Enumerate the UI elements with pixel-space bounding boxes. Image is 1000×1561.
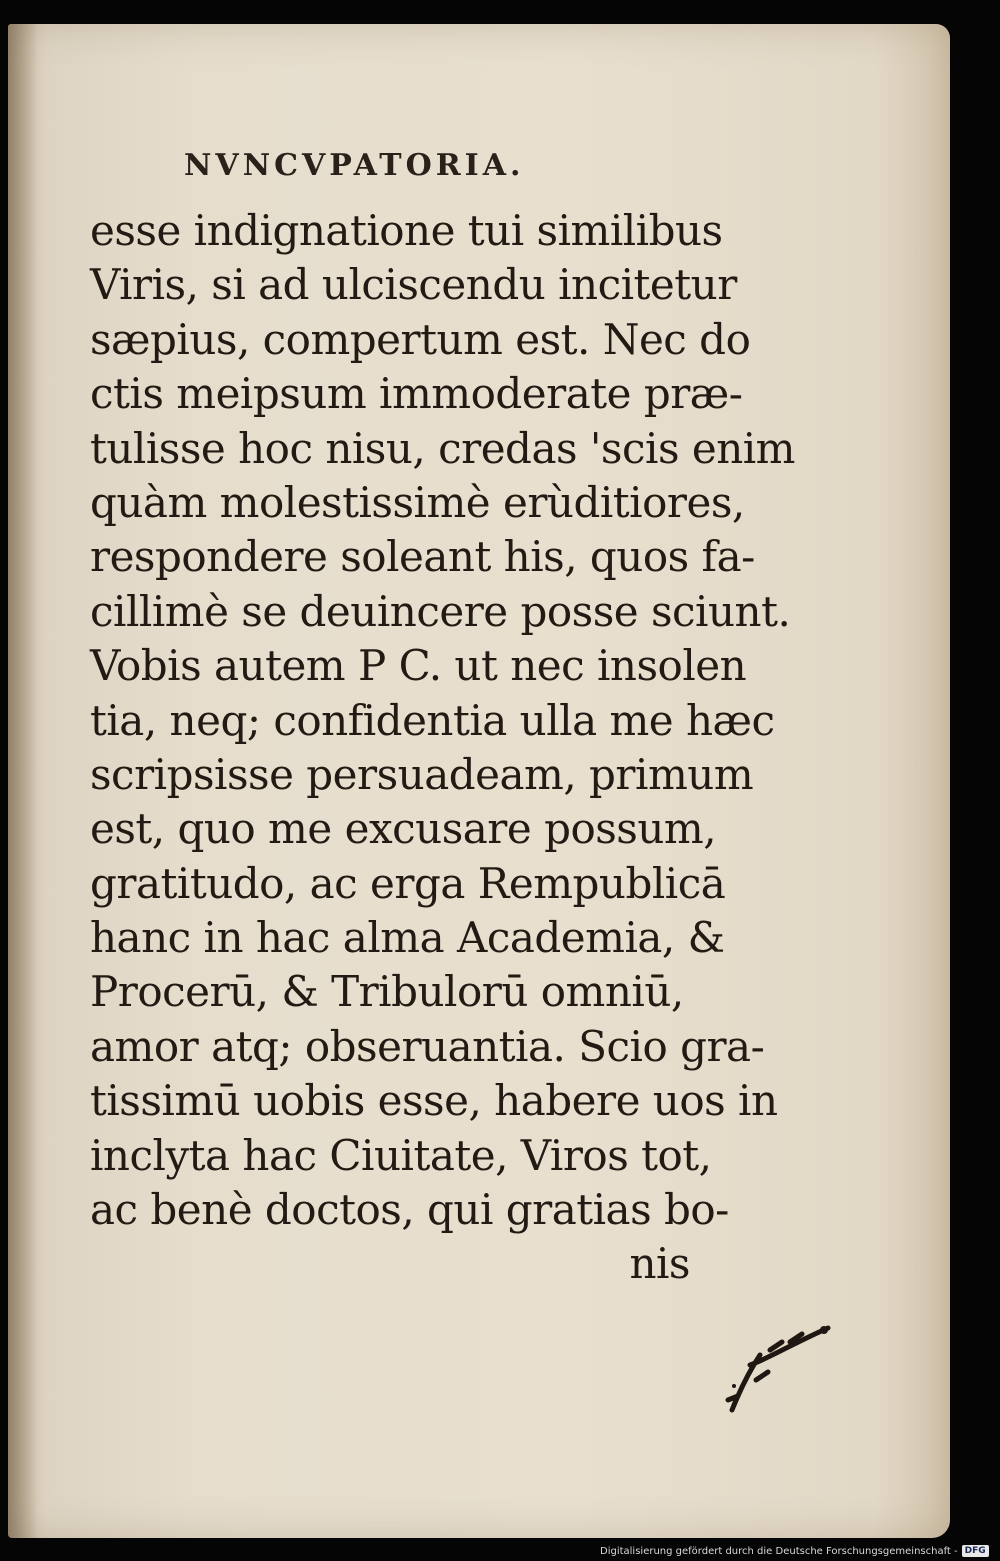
text-line: tissimū uobis esse, habere uos in — [90, 1076, 778, 1126]
gutter-shadow — [8, 24, 38, 1538]
digitization-credit — [600, 1543, 989, 1559]
text-line: respondere soleant his, quos fa- — [90, 532, 755, 582]
text-line: tulisse hoc nisu, credas 'scis enim — [90, 423, 796, 473]
text-line: cillimè se deuincere posse sciunt. — [90, 586, 791, 636]
text-line: scripsisse persuadeam, primum — [90, 749, 754, 799]
running-head: NVNCVPATORIA. — [184, 148, 525, 183]
text-line: Viris, si ad ulciscendu incitetur — [90, 260, 737, 310]
text-line: amor atq; obseruantia. Scio gra- — [90, 1021, 765, 1071]
text-block — [90, 204, 796, 1292]
text-line: quàm molestissimè erùditiores, — [90, 477, 745, 527]
book-page — [8, 24, 950, 1538]
text-line: gratitudo, ac erga Rempublicā — [90, 858, 726, 908]
text-line: inclyta hac Ciuitate, Viros tot, — [90, 1130, 712, 1180]
credit-text: Digitalisierung gefördert durch die Deutsche Forschungsgemeinschaft - — [600, 1545, 958, 1557]
text-line: hanc in hac alma Academia, & — [90, 913, 725, 963]
text-line: Procerū, & Tribulorū omniū, — [90, 967, 684, 1017]
text-line: est, quo me excusare possum, — [90, 804, 717, 854]
text-line: esse indignatione tui similibus — [90, 206, 723, 255]
text-line: ac benè doctos, qui gratias bo- — [90, 1185, 729, 1235]
text-line: Vobis autem P C. ut nec insolen — [90, 641, 747, 691]
ink-scribble-mark — [720, 1320, 840, 1420]
catchword: nis — [629, 1239, 690, 1289]
dfg-logo: DFG — [962, 1545, 989, 1557]
text-line: tia, neq; confidentia ulla me hæc — [90, 695, 775, 745]
text-line: sæpius, compertum est. Nec do — [90, 314, 751, 364]
text-line: ctis meipsum immoderate præ- — [90, 369, 743, 419]
